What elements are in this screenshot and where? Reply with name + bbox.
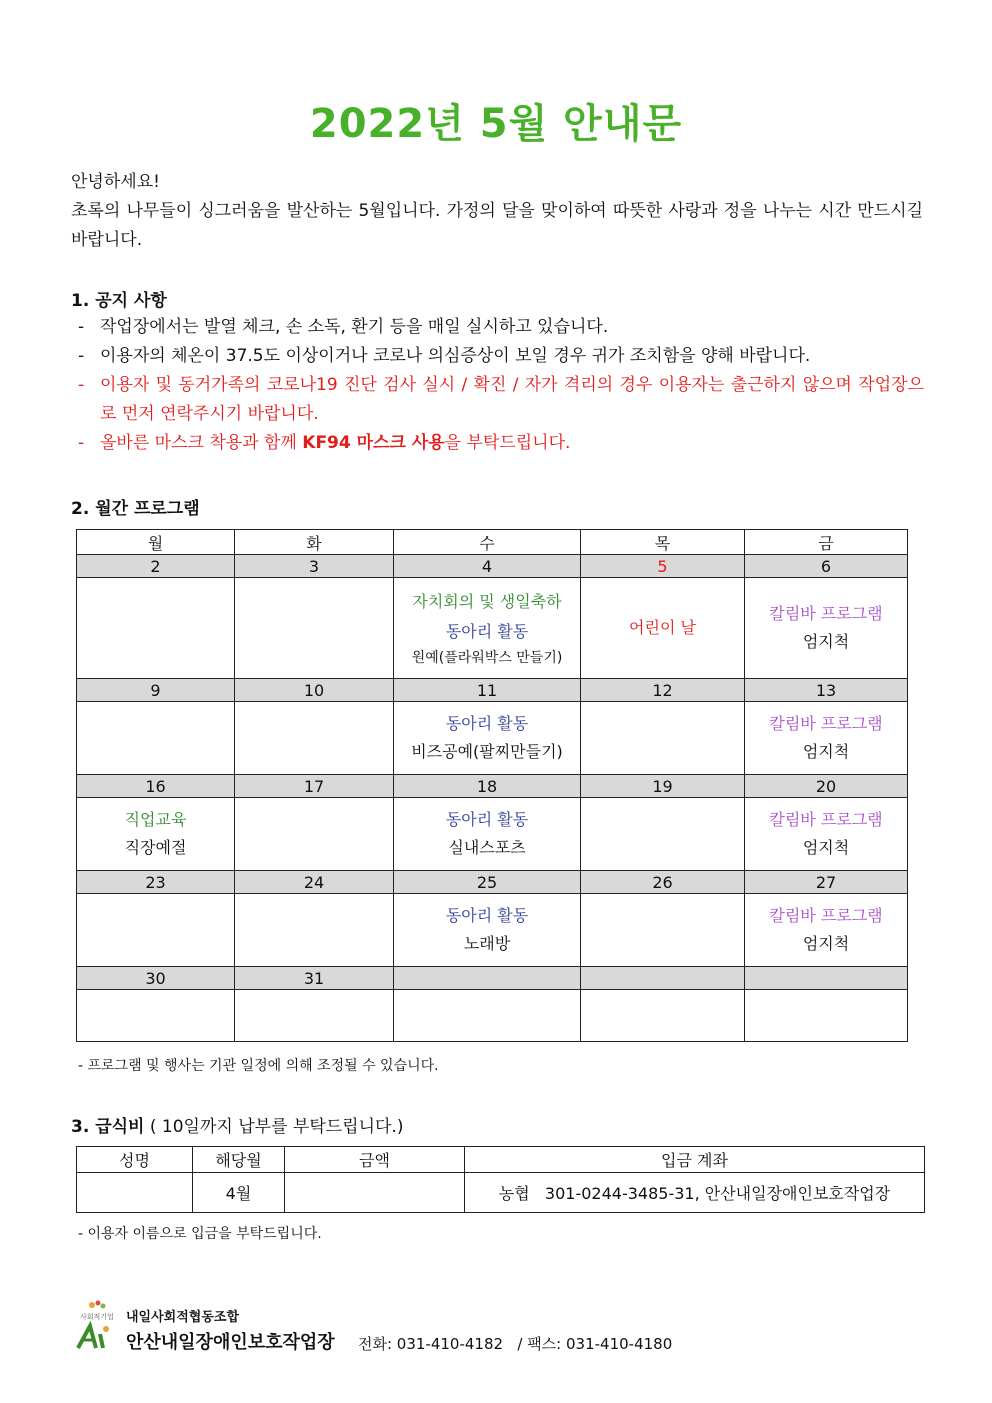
weekday-header-row bbox=[77, 530, 908, 555]
event-row bbox=[77, 702, 908, 775]
date-cell bbox=[745, 967, 908, 990]
date-cell: 11 bbox=[394, 679, 581, 702]
event-detail: 노래방 bbox=[463, 934, 511, 953]
date-cell bbox=[394, 967, 581, 990]
event-cell bbox=[235, 894, 394, 967]
greeting: 안녕하세요! bbox=[71, 172, 160, 192]
notice-text-bold: KF94 마스크 사용 bbox=[302, 433, 445, 453]
fee-table bbox=[76, 1146, 925, 1213]
event-cell bbox=[581, 702, 745, 775]
event-cell bbox=[745, 798, 908, 871]
notice-text-post: 을 부탁드립니다. bbox=[444, 433, 571, 453]
event-cell bbox=[235, 702, 394, 775]
date-cell: 30 bbox=[77, 967, 235, 990]
logo-badge: 사회적기업 bbox=[80, 1313, 114, 1321]
fee-header-cell: 해당월 bbox=[193, 1147, 285, 1173]
fee-amount-cell bbox=[285, 1173, 465, 1213]
event-cell bbox=[77, 702, 235, 775]
event-title: 자치회의 및 생일축하 bbox=[412, 592, 562, 611]
weekday-cell: 수 bbox=[394, 530, 581, 555]
event-cell bbox=[581, 578, 745, 679]
holiday-label: 어린이 날 bbox=[629, 618, 696, 637]
event-cell bbox=[581, 990, 745, 1042]
event-title: 칼림바 프로그램 bbox=[769, 810, 883, 829]
date-row bbox=[77, 967, 908, 990]
date-row bbox=[77, 555, 908, 578]
event-cell bbox=[77, 990, 235, 1042]
intro-section bbox=[71, 168, 923, 255]
event-cell bbox=[581, 894, 745, 967]
fee-header-cell: 입금 계좌 bbox=[465, 1147, 925, 1173]
date-row bbox=[77, 871, 908, 894]
event-title: 동아리 활동 bbox=[445, 906, 529, 925]
date-cell: 24 bbox=[235, 871, 394, 894]
event-cell bbox=[745, 990, 908, 1042]
event-title: 칼림바 프로그램 bbox=[769, 714, 883, 733]
fee-row bbox=[77, 1173, 925, 1213]
dash: - bbox=[78, 317, 85, 337]
event-cell bbox=[394, 798, 581, 871]
event-cell bbox=[394, 990, 581, 1042]
event-detail: 원예(플라워박스 만들기) bbox=[411, 650, 563, 666]
date-cell bbox=[581, 967, 745, 990]
date-cell: 20 bbox=[745, 775, 908, 798]
event-title: 동아리 활동 bbox=[445, 622, 529, 641]
notice-item-text: 이용자 및 동거가족의 코로나19 진단 검사 실시 / 확진 / 자가 격리의 경우 이용자는 출근하지 않으며 작업장으로 먼저 연락주시기 바랍니다. bbox=[100, 375, 924, 424]
event-row bbox=[77, 990, 908, 1042]
date-cell: 16 bbox=[77, 775, 235, 798]
event-detail: 직장예절 bbox=[124, 838, 187, 857]
date-cell: 9 bbox=[77, 679, 235, 702]
fee-heading-note: ( 10일까지 납부를 부탁드립니다.) bbox=[144, 1117, 404, 1137]
organization-logo bbox=[76, 1300, 120, 1356]
program-calendar bbox=[76, 529, 908, 1042]
event-detail: 엄지척 bbox=[802, 742, 850, 761]
event-title: 동아리 활동 bbox=[445, 810, 529, 829]
notice-item bbox=[78, 342, 924, 371]
event-cell bbox=[581, 798, 745, 871]
program-heading: 2. 월간 프로그램 bbox=[71, 499, 200, 519]
date-cell: 2 bbox=[77, 555, 235, 578]
event-cell bbox=[235, 990, 394, 1042]
event-title: 동아리 활동 bbox=[445, 714, 529, 733]
page-title: 2022년 5월 안내문 bbox=[309, 101, 683, 147]
fee-month-cell: 4월 bbox=[193, 1173, 285, 1213]
event-row bbox=[77, 894, 908, 967]
fee-header-cell: 금액 bbox=[285, 1147, 465, 1173]
date-cell: 13 bbox=[745, 679, 908, 702]
fee-heading bbox=[71, 1112, 403, 1137]
event-detail: 실내스포츠 bbox=[448, 838, 526, 857]
notice-item bbox=[78, 313, 924, 342]
date-cell: 6 bbox=[745, 555, 908, 578]
event-title: 칼림바 프로그램 bbox=[769, 906, 883, 925]
event-cell bbox=[745, 702, 908, 775]
notice-item bbox=[78, 371, 924, 429]
org-subtitle: 내일사회적협동조합 bbox=[126, 1310, 240, 1325]
event-cell bbox=[745, 578, 908, 679]
dash: - bbox=[78, 375, 85, 395]
event-detail: 엄지척 bbox=[802, 934, 850, 953]
holiday-date-cell: 5 bbox=[581, 555, 745, 578]
fee-header-row bbox=[77, 1147, 925, 1173]
event-row bbox=[77, 578, 908, 679]
event-title: 직업교육 bbox=[124, 810, 187, 829]
date-cell: 10 bbox=[235, 679, 394, 702]
notice-item bbox=[78, 429, 924, 458]
date-cell: 27 bbox=[745, 871, 908, 894]
notice-item-text bbox=[100, 429, 570, 458]
weekday-cell: 금 bbox=[745, 530, 908, 555]
notice-heading: 1. 공지 사항 bbox=[71, 291, 167, 311]
fee-name-cell bbox=[77, 1173, 193, 1213]
fee-note: - 이용자 이름으로 입금을 부탁드립니다. bbox=[78, 1226, 322, 1242]
event-detail: 엄지척 bbox=[802, 632, 850, 651]
notice-item-text: 이용자의 체온이 37.5도 이상이거나 코로나 의심증상이 보일 경우 귀가 조치함을 양해 바랍니다. bbox=[100, 346, 811, 366]
notice-list bbox=[78, 313, 924, 458]
date-cell: 26 bbox=[581, 871, 745, 894]
date-row bbox=[77, 679, 908, 702]
program-note: - 프로그램 및 행사는 기관 일정에 의해 조정될 수 있습니다. bbox=[78, 1058, 439, 1074]
date-cell: 31 bbox=[235, 967, 394, 990]
fee-account-cell: 농협 301-0244-3485-31, 안산내일장애인보호작업장 bbox=[465, 1173, 925, 1213]
event-title: 칼림바 프로그램 bbox=[769, 604, 883, 623]
notice-text-pre: 올바른 마스크 착용과 함께 bbox=[100, 433, 303, 453]
event-cell bbox=[77, 578, 235, 679]
weekday-cell: 목 bbox=[581, 530, 745, 555]
date-cell: 23 bbox=[77, 871, 235, 894]
date-row bbox=[77, 775, 908, 798]
weekday-cell: 월 bbox=[77, 530, 235, 555]
org-name: 안산내일장애인보호작업장 bbox=[126, 1332, 335, 1353]
contact-info: 전화: 031-410-4182 / 팩스: 031-410-4180 bbox=[358, 1335, 673, 1353]
dash: - bbox=[78, 346, 85, 366]
event-cell bbox=[235, 578, 394, 679]
event-cell bbox=[394, 578, 581, 679]
fee-heading-label: 3. 급식비 bbox=[71, 1117, 145, 1137]
date-cell: 3 bbox=[235, 555, 394, 578]
date-cell: 19 bbox=[581, 775, 745, 798]
logo-icon bbox=[76, 1300, 120, 1352]
date-cell: 18 bbox=[394, 775, 581, 798]
notice-item-text: 작업장에서는 발열 체크, 손 소독, 환기 등을 매일 실시하고 있습니다. bbox=[100, 317, 609, 337]
fee-header-cell: 성명 bbox=[77, 1147, 193, 1173]
intro-body: 초록의 나무들이 싱그러움을 발산하는 5월입니다. 가정의 달을 맞이하여 따뜻한 사랑과 정을 나누는 시간 만드시길 바랍니다. bbox=[71, 201, 923, 250]
date-cell: 25 bbox=[394, 871, 581, 894]
date-cell: 4 bbox=[394, 555, 581, 578]
event-cell bbox=[77, 894, 235, 967]
event-cell bbox=[394, 702, 581, 775]
dash: - bbox=[78, 433, 85, 453]
weekday-cell: 화 bbox=[235, 530, 394, 555]
event-cell bbox=[745, 894, 908, 967]
event-detail: 엄지척 bbox=[802, 838, 850, 857]
event-cell bbox=[77, 798, 235, 871]
event-row bbox=[77, 798, 908, 871]
date-cell: 12 bbox=[581, 679, 745, 702]
event-detail: 비즈공예(팔찌만들기) bbox=[411, 742, 563, 761]
event-cell bbox=[235, 798, 394, 871]
date-cell: 17 bbox=[235, 775, 394, 798]
event-cell bbox=[394, 894, 581, 967]
